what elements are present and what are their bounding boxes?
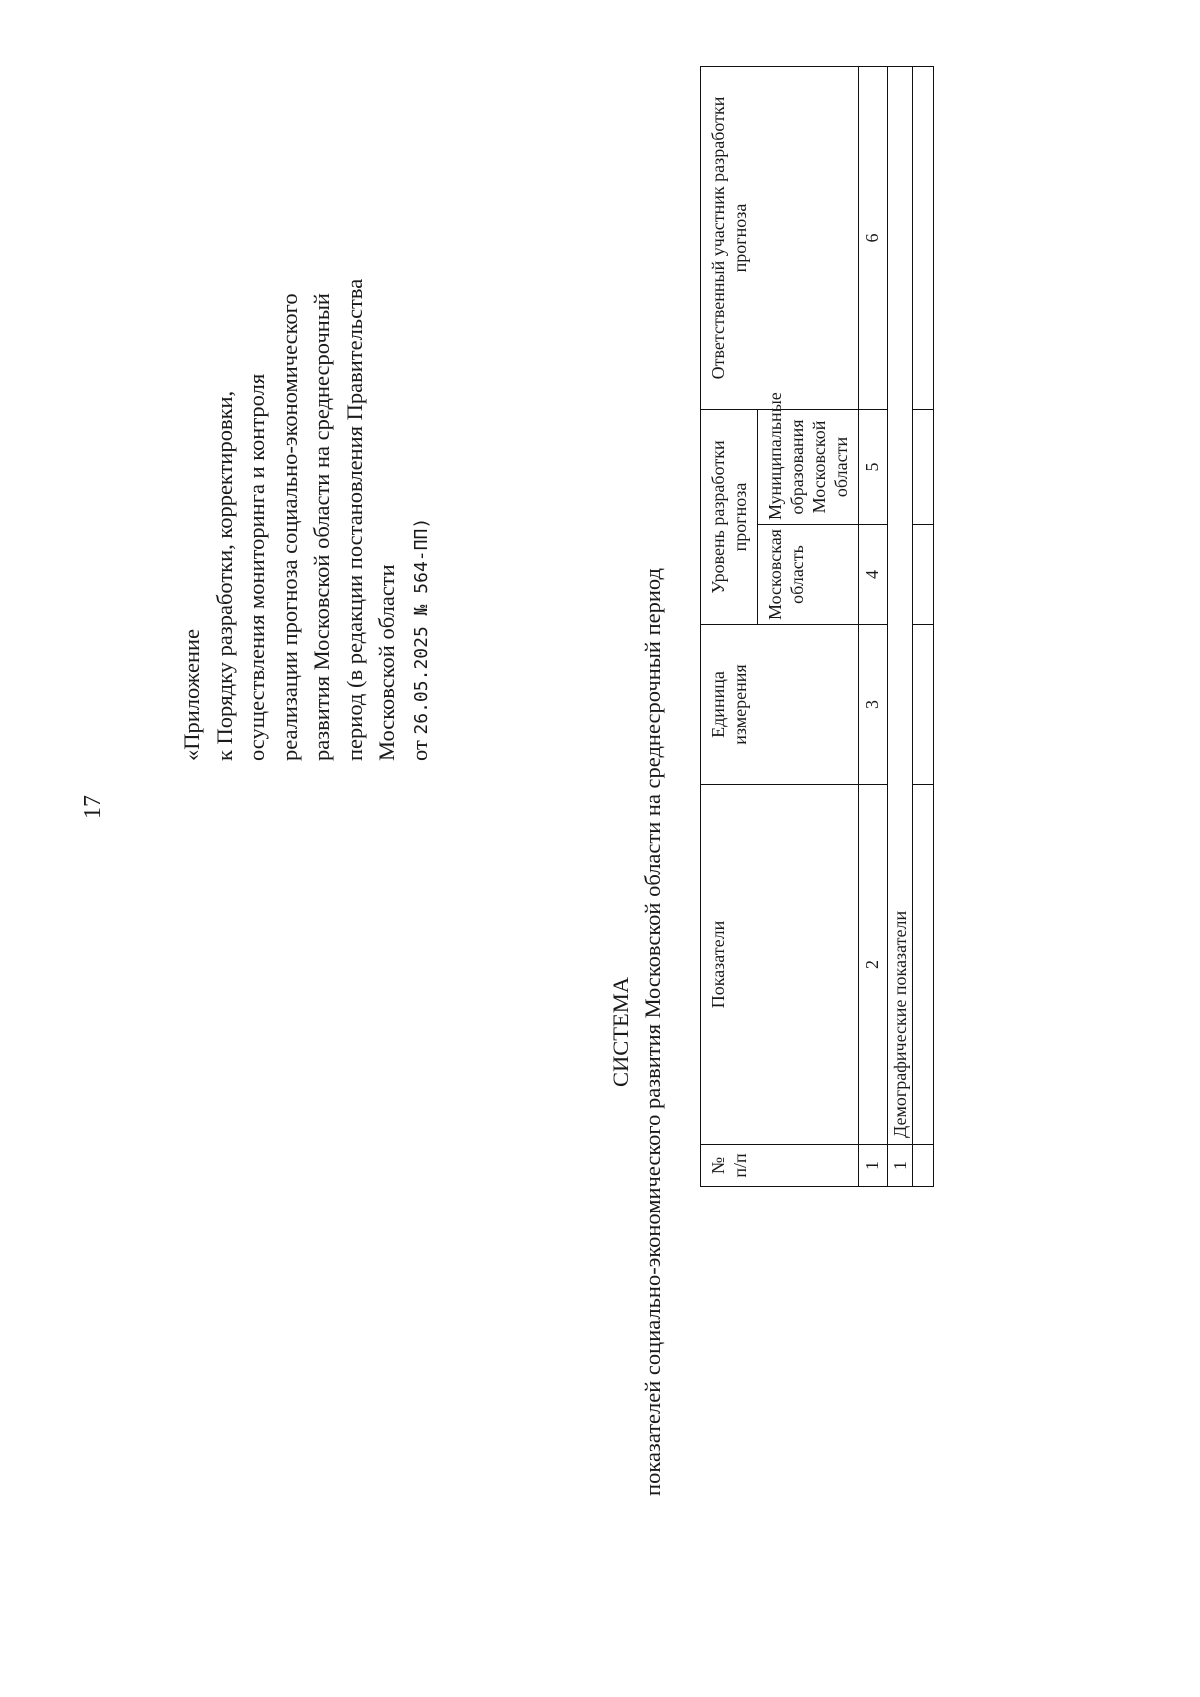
document-subtitle: показателей социально-экономического развития Московской области на среднесрочный период <box>640 568 665 1496</box>
header-level: Уровень разработки прогноза <box>701 409 758 624</box>
appendix-line: Московской области <box>374 564 399 761</box>
indicator-table <box>700 66 934 1187</box>
appendix-date-prefix: от <box>406 740 432 761</box>
section-row <box>888 66 913 1186</box>
column-number: 5 <box>859 409 888 524</box>
column-number: 1 <box>859 1145 888 1187</box>
appendix-line: период (в редакции постановления Правительства <box>341 278 367 761</box>
header-num: № п/п <box>701 1145 859 1187</box>
column-number: 2 <box>859 785 888 1145</box>
table-cell <box>913 785 934 1145</box>
column-number: 6 <box>859 66 888 409</box>
section-title: Демографические показатели <box>888 66 913 1144</box>
header-level-municipal: Муниципальные образования Московской области <box>758 409 859 524</box>
table-cell <box>913 409 934 524</box>
appendix-line: осуществления мониторинга и контроля <box>244 373 269 761</box>
appendix-line: к Порядку разработки, корректировки, <box>211 390 237 761</box>
header-indicators: Показатели <box>701 785 859 1145</box>
column-numbers-row <box>859 66 888 1186</box>
document-title: СИСТЕМА <box>608 977 633 1088</box>
section-num: 1 <box>888 1145 913 1187</box>
table-cell <box>913 525 934 625</box>
page-number: 17 <box>80 795 106 819</box>
appendix-line: «Приложение <box>179 628 204 761</box>
table-cell <box>913 1145 934 1187</box>
header-responsible: Ответственный участник разработки прогноза <box>701 66 859 409</box>
appendix-line: развития Московской области на среднесрочный <box>309 293 334 761</box>
appendix-date-value: 26.05.2025 № 564-ПП) <box>410 517 432 735</box>
appendix-line: реализации прогноза социально-экономического <box>276 293 302 761</box>
column-number: 4 <box>859 525 888 625</box>
table-cell <box>913 66 934 409</box>
table-row <box>913 66 934 1186</box>
table-cell <box>913 625 934 785</box>
header-unit: Единица измерения <box>701 625 859 785</box>
appendix-date-line <box>404 21 439 761</box>
column-number: 3 <box>859 625 888 785</box>
header-row <box>701 66 758 1186</box>
header-level-region: Московская область <box>758 525 859 625</box>
appendix-block <box>176 21 438 761</box>
